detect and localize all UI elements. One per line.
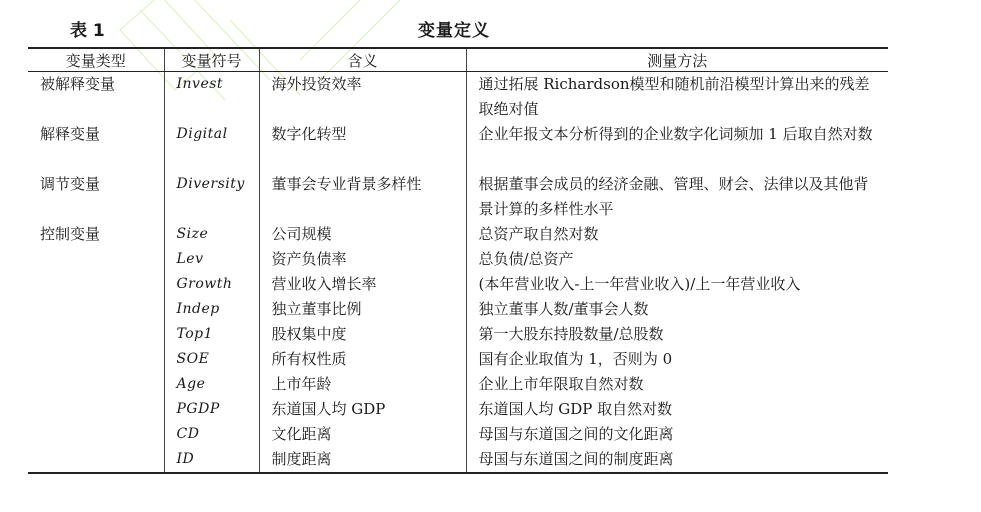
header-meaning: 含义 [259,48,466,72]
cell-method: 东道国人均 GDP 取自然对数 [466,397,888,422]
header-variable-type: 变量类型 [28,48,164,72]
table-row [28,347,888,372]
cell-symbol: Top1 [164,322,259,347]
table-row [28,122,888,172]
table-row [28,247,888,272]
table-number: 表 1 [70,21,105,41]
cell-meaning: 公司规模 [259,222,466,247]
cell-meaning: 制度距离 [259,447,466,473]
cell-method: 总负债/总资产 [466,247,888,272]
table-row [28,172,888,222]
cell-symbol: Size [164,222,259,247]
cell-method: 通过拓展 Richardson模型和随机前沿模型计算出来的残差取绝对值 [466,72,888,123]
cell-method: 企业年报文本分析得到的企业数字化词频加 1 后取自然对数 [466,122,888,172]
cell-meaning: 海外投资效率 [259,72,466,123]
cell-type: 解释变量 [40,125,101,143]
cell-type: 被解释变量 [40,75,116,93]
cell-method: 母国与东道国之间的制度距离 [466,447,888,473]
cell-meaning: 股权集中度 [259,322,466,347]
cell-method: 母国与东道国之间的文化距离 [466,422,888,447]
header-measurement: 测量方法 [466,48,888,72]
cell-method: 第一大股东持股数量/总股数 [466,322,888,347]
cell-type [28,372,164,397]
table-title: 变量定义 [418,21,490,41]
table-row [28,222,888,247]
cell-meaning: 数字化转型 [259,122,466,172]
cell-meaning: 董事会专业背景多样性 [259,172,466,222]
table-row [28,422,888,447]
cell-symbol: Age [164,372,259,397]
header-row [28,48,888,72]
cell-symbol: ID [164,447,259,473]
cell-method: 企业上市年限取自然对数 [466,372,888,397]
cell-meaning: 资产负债率 [259,247,466,272]
table-row [28,397,888,422]
table-row [28,322,888,347]
cell-type [28,447,164,473]
cell-type [28,297,164,322]
cell-method: 总资产取自然对数 [466,222,888,247]
table-row [28,72,888,123]
cell-symbol: Diversity [164,172,259,222]
table-row [28,447,888,473]
cell-method: 根据董事会成员的经济金融、管理、财会、法律以及其他背景计算的多样性水平 [466,172,888,222]
cell-type [28,422,164,447]
cell-meaning: 所有权性质 [259,347,466,372]
cell-symbol: Indep [164,297,259,322]
cell-meaning: 东道国人均 GDP [259,397,466,422]
cell-method: (本年营业收入-上一年营业收入)/上一年营业收入 [466,272,888,297]
variable-definition-table [28,47,888,474]
cell-type: 控制变量 [40,225,101,243]
cell-symbol: PGDP [164,397,259,422]
cell-symbol: SOE [164,347,259,372]
cell-method: 国有企业取值为 1，否则为 0 [466,347,888,372]
table-row [28,272,888,297]
cell-meaning: 上市年龄 [259,372,466,397]
table-caption [0,16,981,42]
cell-type [28,322,164,347]
cell-meaning: 文化距离 [259,422,466,447]
cell-type [28,347,164,372]
cell-type [28,272,164,297]
table-row [28,372,888,397]
cell-symbol: CD [164,422,259,447]
cell-symbol: Growth [164,272,259,297]
cell-type [28,397,164,422]
cell-meaning: 独立董事比例 [259,297,466,322]
cell-symbol: Digital [164,122,259,172]
header-variable-symbol: 变量符号 [164,48,259,72]
cell-symbol: Invest [164,72,259,123]
table-row [28,297,888,322]
cell-type: 调节变量 [40,175,101,193]
cell-type [28,247,164,272]
cell-meaning: 营业收入增长率 [259,272,466,297]
cell-symbol: Lev [164,247,259,272]
cell-method: 独立董事人数/董事会人数 [466,297,888,322]
